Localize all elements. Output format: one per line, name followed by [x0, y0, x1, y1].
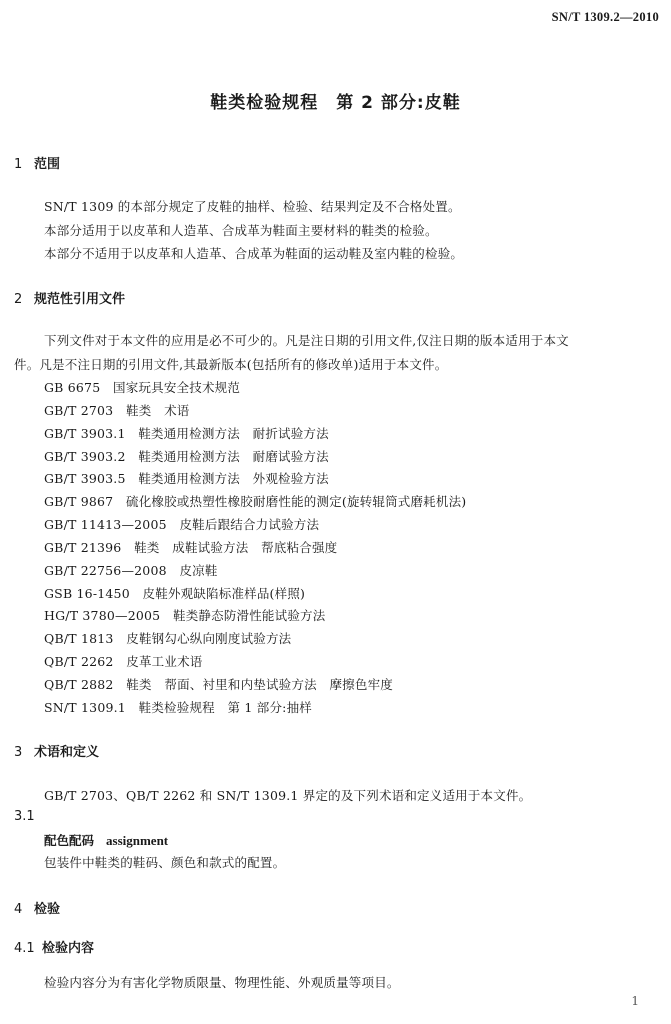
- paragraph: SN/T 1309 的本部分规定了皮鞋的抽样、检验、结果判定及不合格处置。: [44, 199, 461, 214]
- reference-item: GB/T 11413—2005 皮鞋后跟结合力试验方法: [44, 517, 320, 532]
- section-2-heading: [14, 288, 125, 307]
- section-number: 2: [14, 292, 23, 307]
- section-number: 4: [14, 902, 23, 917]
- section-title: 范围: [34, 157, 61, 172]
- reference-item: GB/T 3903.2 鞋类通用检测方法 耐磨试验方法: [44, 449, 329, 464]
- section-number: 3: [14, 745, 23, 760]
- section-title: 规范性引用文件: [34, 292, 126, 307]
- paragraph: 本部分不适用于以皮革和人造革、合成革为鞋面的运动鞋及室内鞋的检验。: [44, 246, 464, 261]
- paragraph: 本部分适用于以皮革和人造革、合成革为鞋面主要材料的鞋类的检验。: [44, 223, 438, 238]
- paragraph: 下列文件对于本文件的应用是必不可少的。凡是注日期的引用文件,仅注日期的版本适用于本文: [44, 333, 569, 348]
- reference-item: GSB 16-1450 皮鞋外观缺陷标准样品(样照): [44, 586, 306, 601]
- reference-item: GB/T 9867 硫化橡胶或热塑性橡胶耐磨性能的测定(旋转辊筒式磨耗机法): [44, 494, 467, 509]
- reference-item: QB/T 2262 皮革工业术语: [44, 654, 203, 669]
- reference-item: HG/T 3780—2005 鞋类静态防滑性能试验方法: [44, 608, 326, 623]
- term-entry: [44, 831, 168, 849]
- paragraph: 件。凡是不注日期的引用文件,其最新版本(包括所有的修改单)适用于本文件。: [14, 357, 448, 372]
- reference-item: QB/T 1813 皮鞋钢勾心纵向刚度试验方法: [44, 631, 292, 646]
- term-english: assignment: [106, 833, 169, 848]
- reference-item: GB 6675 国家玩具安全技术规范: [44, 380, 241, 395]
- section-1-heading: [14, 153, 60, 172]
- paragraph: GB/T 2703、QB/T 2262 和 SN/T 1309.1 界定的及下列术语和定义适用于本文件。: [44, 788, 532, 803]
- paragraph: 检验内容分为有害化学物质限量、物理性能、外观质量等项目。: [44, 975, 400, 990]
- section-title: 术语和定义: [34, 745, 100, 760]
- page-number: 1: [631, 994, 639, 1008]
- subsection-title: 检验内容: [42, 941, 95, 956]
- document-title: 鞋类检验规程 第 2 部分:皮鞋: [210, 93, 461, 113]
- subsection-number: 4.1: [14, 941, 35, 956]
- reference-item: GB/T 3903.1 鞋类通用检测方法 耐折试验方法: [44, 426, 329, 441]
- reference-item: GB/T 22756—2008 皮凉鞋: [44, 563, 218, 578]
- section-title: 检验: [34, 902, 61, 917]
- reference-item: GB/T 2703 鞋类 术语: [44, 403, 190, 418]
- reference-item: GB/T 3903.5 鞋类通用检测方法 外观检验方法: [44, 471, 329, 486]
- term-chinese: 配色配码: [44, 833, 95, 848]
- standard-number: SN/T 1309.2—2010: [551, 10, 659, 24]
- subsection-4-1-heading: [14, 937, 94, 956]
- reference-item: QB/T 2882 鞋类 帮面、衬里和内垫试验方法 摩擦色牢度: [44, 677, 393, 692]
- reference-item: GB/T 21396 鞋类 成鞋试验方法 帮底粘合强度: [44, 540, 338, 555]
- subsection-number: 3.1: [14, 809, 35, 824]
- section-4-heading: [14, 898, 60, 917]
- section-number: 1: [14, 157, 23, 172]
- term-definition: 包装件中鞋类的鞋码、颜色和款式的配置。: [44, 855, 286, 870]
- reference-item: SN/T 1309.1 鞋类检验规程 第 1 部分:抽样: [44, 700, 312, 715]
- section-3-heading: [14, 741, 99, 760]
